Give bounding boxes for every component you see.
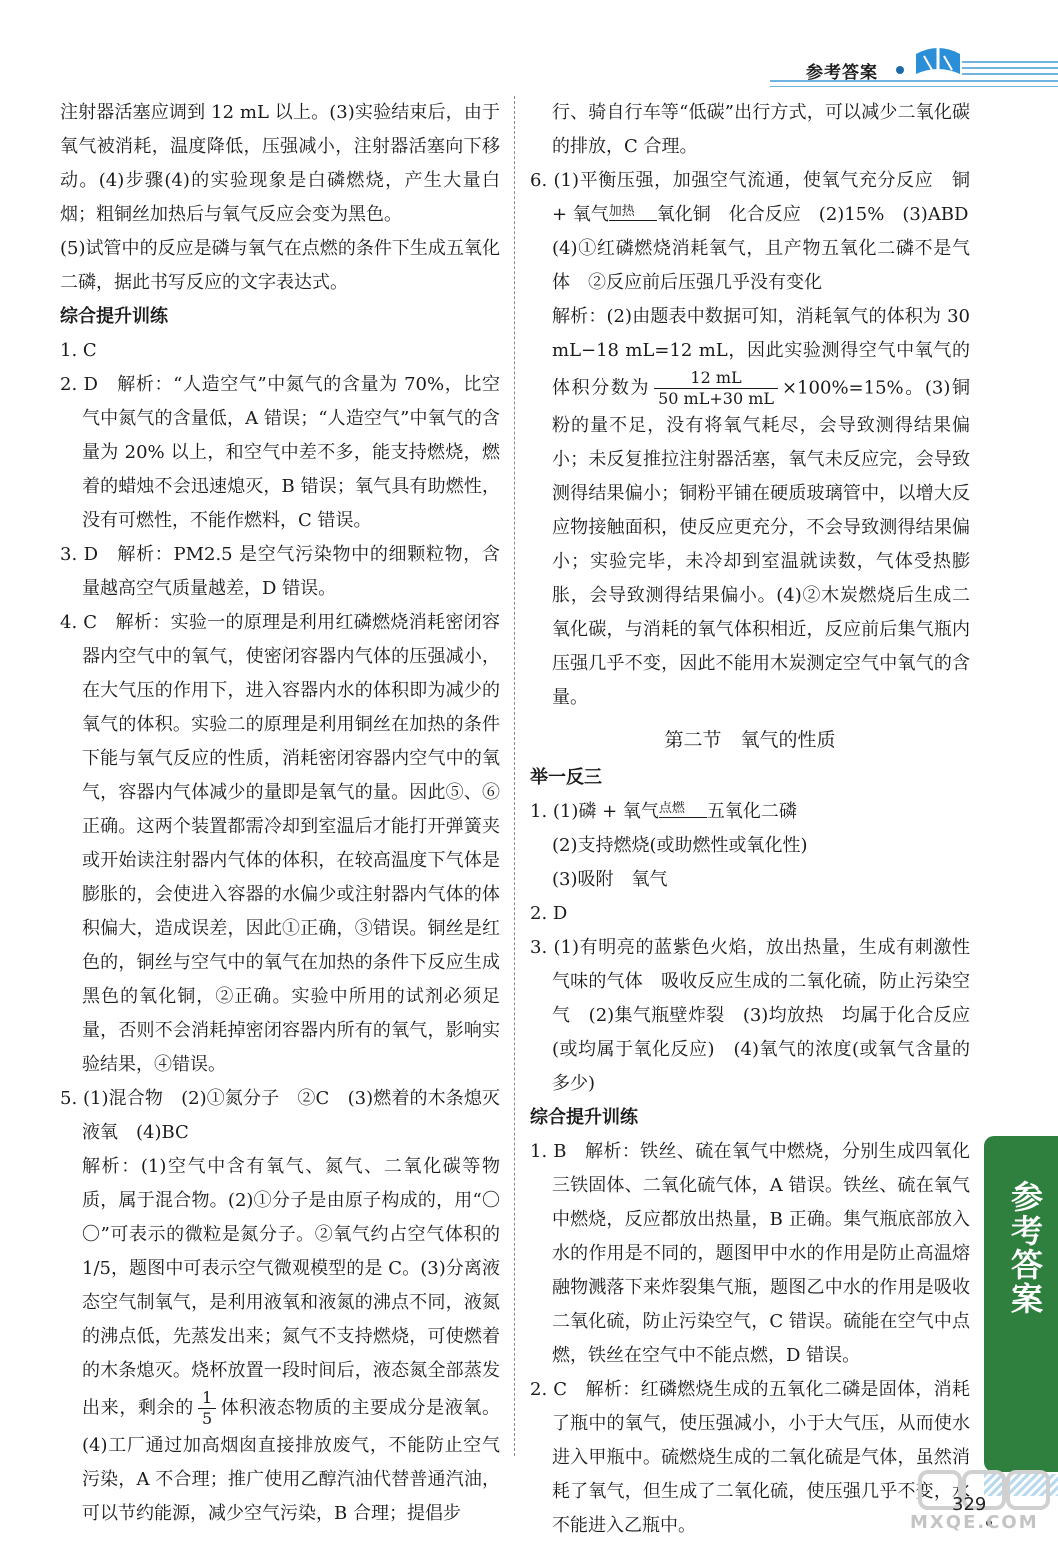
fraction-one-fifth [198,1388,216,1429]
reaction-condition: 点燃 [658,801,685,816]
answer-item: (3)吸附 氧气 [552,869,668,890]
answer-item: 2. D [530,903,568,924]
answer-item: 3. (1)有明亮的蓝紫色火焰，放出热量，生成有刺激性气味的气体 吸收反应生成的二氧化硫，防止污染空气 (2)集气瓶壁炸裂 (3)均放热 均属于化合反应(或均属于氧化反应) (4)氧气的浓度(或氧气含量的多少) [530,937,970,1094]
answer-item: 3. D 解析：PM2.5 是空气污染物中的细颗粒物，含量越高空气质量越差，D 错误。 [60,544,500,599]
fraction-numerator: 12 mL [654,368,778,389]
page-header [0,0,1058,90]
section-heading: 举一反三 [530,767,602,788]
fraction-denominator: 50 mL+30 mL [658,389,774,408]
watermark-text: MXQE.COM [910,1512,1039,1533]
answer-item: 1. B 解析：铁丝、硫在氧气中燃烧，分别生成四氧化三铁固体、二氧化硫气体，A 错误。铁丝、硫在氧气中燃烧，反应都放出热量，B 正确。集气瓶底部放入水的作用是不同的，题图甲中水的作用是防止高温熔融物溅落下来炸裂集气瓶，题图乙中水的作用是吸收二氧化硫，防止污染空气，C 错误。硫能在空气中点燃，铁丝在空气中不能点燃，D 错误。 [530,1141,970,1366]
answer-item: 2. C 解析：红磷燃烧生成的五氧化二磷是固体，消耗了瓶中的氧气，使压强减小，小于大气压，从而使水进入甲瓶中。硫燃烧生成的二氧化硫是气体，虽然消耗了氧气，但生成了二氧化硫，使压强几乎不变，水不能进入乙瓶中。 [530,1379,970,1536]
answer-paragraph: 注射器活塞应调到 12 mL 以上。(3)实验结束后，由于氧气被消耗，温度降低，压强减小，注射器活塞向下移动。(4)步骤(4)的实验现象是白磷燃烧，产生大量白烟；粗铜丝加热后与氧气反应会变为黑色。 [60,102,500,225]
column-divider [514,96,515,1456]
section-title: 第二节 氧气的性质 [664,729,836,751]
analysis-text: 解析：(2)由题表中数据可知，消耗氧气的体积为 30 mL−18 mL=12 mL，因此实验测得空气中氧气的体积分数为 [552,306,970,399]
right-column [530,96,970,1543]
side-tab-label: 参考答案 [1006,1180,1044,1316]
answer-paragraph: (5)试管中的反应是磷与氧气在点燃的条件下生成五氧化二磷，据此书写反应的文字表达式。 [60,238,500,293]
reaction-arrow [659,803,707,821]
answer-item [530,164,970,232]
header-dot [896,66,904,74]
answer-item: 1. C [60,340,97,361]
answer-analysis [60,1150,500,1531]
answer-item: 4. C 解析：实验一的原理是利用红磷燃烧消耗密闭容器内空气中的氧气，使密闭容器内气体的压强减小，在大气压的作用下，进入容器内水的体积即为减少的氧气的体积。实验二的原理是利用铜丝在加热的条件下能与氧气反应的性质，消耗密闭容器内空气中的氧气，容器内气体减少的量即是氧气的量。因此⑤、⑥正确。这两个装置都需冷却到室温后才能打开弹簧夹或开始读注射器内气体的体积，在较高温度下气体是膨胀的，会使进入容器的水偏少或注射器内气体的体积偏大，造成误差，因此①正确，③错误。铜丝是红色的，铜丝与空气中的氧气在加热的条件下反应生成黑色的氧化铜，②正确。实验中所用的试剂必须足量，否则不会消耗掉密闭容器内所有的氧气，影响实验结果，④错误。 [60,612,500,1075]
answer-item: (4)①红磷燃烧消耗氧气，且产物五氧化二磷不是气体 ②反应前后压强几乎没有变化 [552,238,970,293]
header-rule [770,80,1058,87]
arrow-line [659,817,707,818]
reaction-arrow [609,206,657,224]
answer-item: 2. D 解析：“人造空气”中氮气的含量为 70%，比空气中氮气的含量低，A 错误；“人造空气”中氧气的含量为 20% 以上，和空气中差不多，能支持燃烧，燃着的蜡烛不会迅速熄灭，B 错误；氧气具有助燃性，没有可燃性，不能作燃料，C 错误。 [60,374,500,531]
fraction-denominator: 5 [201,1409,213,1428]
book-logo-icon [912,40,964,80]
equation-text: 1. (1)磷 + 氧气 [530,801,659,822]
header-title: 参考答案 [806,63,878,83]
reaction-condition: 加热 [608,204,635,219]
header-stripes [962,58,1058,80]
page-number: 329 [952,1494,987,1515]
fraction-numerator: 1 [198,1388,216,1409]
arrow-line [609,220,657,221]
answer-analysis [530,300,970,715]
answer-item [530,795,970,829]
analysis-text: 体积液态物质的主要成分是液氧。(4)工厂通过加高烟囱直接排放废气，不能防止空气污染，A 不合理；推广使用乙醇汽油代替普通汽油，可以节约能源，减少空气污染，B 合理；提倡步 [82,1397,501,1524]
answer-item: (2)支持燃烧(或助燃性或氧化性) [552,835,808,856]
equation-text: 6. (1)平衡压强，加强空气流通，使氧气充分反应 铜 + 氧气 [530,170,970,225]
section-heading: 综合提升训练 [60,306,168,327]
equation-text: 氧化铜 化合反应 (2)15% (3)ABD [656,204,969,225]
volume-fraction [654,368,778,409]
answer-item: 5. (1)混合物 (2)①氮分子 ②C (3)燃着的木条熄灭 液氧 (4)BC [60,1088,518,1143]
section-heading: 综合提升训练 [530,1107,638,1128]
equation-text: 五氧化二磷 [706,801,797,822]
answer-paragraph: 行、骑自行车等“低碳”出行方式，可以减少二氧化碳的排放，C 合理。 [552,102,970,157]
analysis-text: ×100%=15%。(3)铜粉的量不足，没有将氧气耗尽，会导致测得结果偏小；未反复推拉注射器活塞，氧气未反应完，会导致测得结果偏小；铜粉平铺在硬质玻璃管中，以增大反应物接触面积，使反应更充分，不会导致测得结果偏小；实验完毕，未冷却到室温就读数，气体受热膨胀，会导致测得结果偏小。(4)②木炭燃烧后生成二氧化碳，与消耗的氧气体积相近，反应前后集气瓶内压强几乎不变，因此不能用木炭测定空气中氧气的含量。 [552,377,970,708]
analysis-text: 解析：(1)空气中含有氧气、氮气、二氧化碳等物质，属于混合物。(2)①分子是由原子构成的，用“〇〇”可表示的微粒是氮分子。②氧气约占空气体积的 1/5，题图中可表示空气微观模型的是 C。(3)分离液态空气制氧气，是利用液氧和液氮的沸点不同，液氮的沸点低，先蒸发出来；氮气不支持燃烧，可使燃着的木条熄灭。烧杯放置一段时间后，液态氮全部蒸发出来，剩余的 [82,1156,500,1419]
left-column [60,96,518,1531]
